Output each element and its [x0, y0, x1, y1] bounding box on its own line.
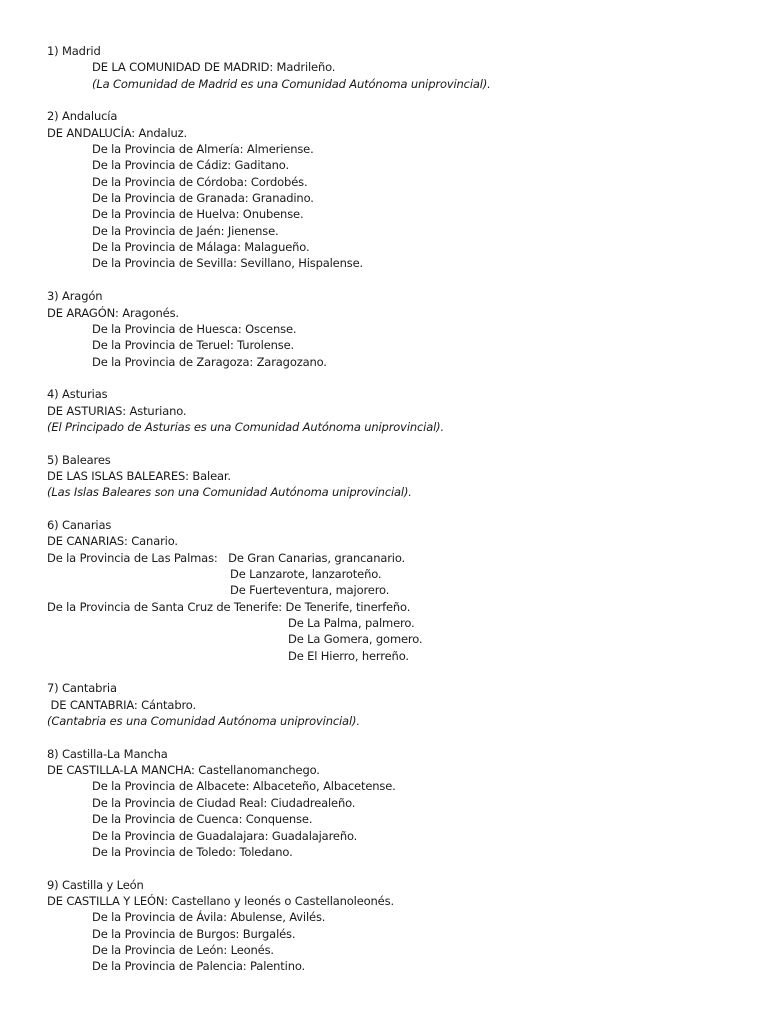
section-entry: De Lanzarote, lanzaroteño.	[230, 567, 382, 581]
section-entry: De la Provincia de Las Palmas: De Gran Canarias, grancanario.	[47, 550, 406, 565]
section-entry: De la Provincia de Burgos: Burgalés.	[92, 926, 296, 941]
section	[47, 108, 747, 271]
section	[47, 386, 747, 435]
section-entry: De la Provincia de Sevilla: Sevillano, Hispalense.	[92, 256, 364, 271]
section	[47, 288, 747, 370]
section	[47, 877, 747, 975]
section-spacer	[47, 370, 747, 386]
section-entry: De la Provincia de Palencia: Palentino.	[92, 959, 306, 974]
section-spacer	[47, 272, 747, 288]
section-heading: 5) Baleares	[47, 452, 111, 467]
section-entry: DE CANTABRIA: Cántabro.	[47, 697, 196, 712]
section-entry: De la Provincia de Ávila: Abulense, Avilés.	[92, 910, 326, 925]
section-entry: De La Gomera, gomero.	[288, 632, 423, 647]
section-spacer	[47, 92, 747, 108]
section-entry: DE ARAGÓN: Aragonés.	[47, 305, 179, 320]
section-spacer	[47, 860, 747, 876]
section-heading: 7) Cantabria	[47, 681, 117, 696]
section-entry: De El Hierro, herreño.	[288, 648, 409, 663]
section-entry: De la Provincia de Zaragoza: Zaragozano.	[92, 354, 327, 369]
section-entry: DE ASTURIAS: Asturiano.	[47, 403, 187, 418]
section-spacer	[47, 501, 747, 517]
section-entry: De la Provincia de Ciudad Real: Ciudadrealeño.	[92, 795, 356, 810]
section-spacer	[47, 729, 747, 745]
section-entry: DE CANARIAS: Canario.	[47, 534, 178, 549]
section	[47, 452, 747, 501]
section-heading: 6) Canarias	[47, 517, 112, 532]
section-entry: De la Provincia de Granada: Granadino.	[92, 191, 314, 206]
section-entry: De la Provincia de Cádiz: Gaditano.	[92, 158, 289, 173]
section-entry: De la Provincia de Córdoba: Cordobés.	[92, 174, 308, 189]
section-entry: De la Provincia de Cuenca: Conquense.	[92, 812, 313, 827]
section-heading: 2) Andalucía	[47, 109, 118, 124]
section-entry: De la Provincia de Huelva: Onubense.	[92, 207, 304, 222]
section-entry: De la Provincia de Huesca: Oscense.	[92, 321, 297, 336]
section-entry: De la Provincia de Almería: Almeriense.	[92, 142, 314, 157]
section-heading: 9) Castilla y León	[47, 877, 144, 892]
document-body	[47, 43, 747, 975]
section-note: (La Comunidad de Madrid es una Comunidad Autónoma uniprovincial).	[92, 76, 491, 91]
section-entry: DE CASTILLA-LA MANCHA: Castellanomanchego.	[47, 763, 320, 778]
section-spacer	[47, 664, 747, 680]
section-entry: De la Provincia de Albacete: Albaceteño, Albacetense.	[92, 779, 396, 794]
section	[47, 680, 747, 729]
section-entry: De la Provincia de Santa Cruz de Tenerife: De Tenerife, tinerfeño.	[47, 599, 411, 614]
section-entry: De la Provincia de Jaén: Jienense.	[92, 223, 279, 238]
section	[47, 517, 747, 664]
section-note: (Las Islas Baleares son una Comunidad Autónoma uniprovincial).	[47, 485, 412, 500]
section-spacer	[47, 435, 747, 451]
section	[47, 43, 747, 92]
section-entry: De la Provincia de Guadalajara: Guadalajareño.	[92, 828, 358, 843]
section-entry: DE ANDALUCÍA: Andaluz.	[47, 125, 188, 140]
section-entry: De Fuerteventura, majorero.	[230, 583, 390, 598]
section-entry: DE CASTILLA Y LEÓN: Castellano y leonés o Castellanoleonés.	[47, 893, 394, 908]
section-entry: De La Palma, palmero.	[288, 616, 415, 631]
section-heading: 1) Madrid	[47, 44, 101, 58]
section-entry: De la Provincia de Teruel: Turolense.	[92, 338, 295, 353]
section	[47, 746, 747, 860]
section-entry: De la Provincia de León: Leonés.	[92, 942, 274, 957]
section-note: (Cantabria es una Comunidad Autónoma uniprovincial).	[47, 714, 360, 729]
section-heading: 8) Castilla-La Mancha	[47, 746, 168, 761]
section-entry: De la Provincia de Málaga: Malagueño.	[92, 240, 310, 255]
section-heading: 4) Asturias	[47, 387, 108, 402]
section-note: (El Principado de Asturias es una Comunidad Autónoma uniprovincial).	[47, 419, 445, 434]
section-entry: DE LA COMUNIDAD DE MADRID: Madrileño.	[92, 60, 336, 75]
section-heading: 3) Aragón	[47, 289, 103, 304]
section-entry: DE LAS ISLAS BALEARES: Balear.	[47, 468, 231, 483]
section-entry: De la Provincia de Toledo: Toledano.	[92, 844, 293, 859]
